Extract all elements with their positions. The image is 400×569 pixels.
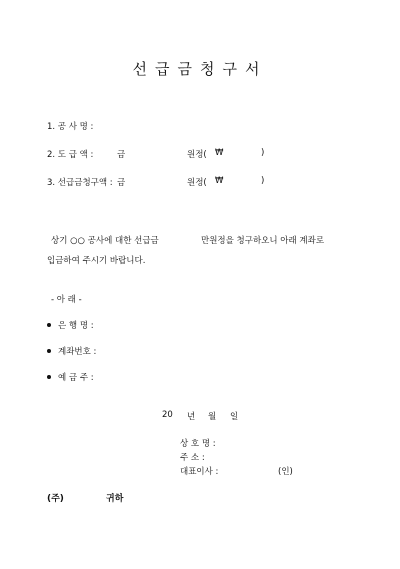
request-paragraph: [47, 231, 357, 271]
ceo-label: 대표이사 :: [180, 467, 219, 477]
item-label: 2. 도 급 액 :: [47, 150, 94, 160]
item-advance-request-amount: [47, 176, 377, 190]
date-year-label: 년: [187, 412, 196, 422]
company-name-label: 상 호 명 :: [180, 439, 216, 449]
item-won-symbol: ₩: [215, 176, 224, 186]
address-label: 주 소 :: [180, 453, 205, 463]
account-holder-label: 예 금 주 :: [58, 373, 94, 383]
recipient-honorific: 귀하: [106, 494, 124, 504]
bank-name-field: [47, 319, 94, 331]
seal-mark: (인): [278, 467, 293, 477]
item-project-name: [47, 120, 93, 132]
date-year-prefix: 20: [162, 410, 173, 420]
item-close-paren: ): [261, 148, 265, 158]
item-amount-prefix: 금: [117, 150, 126, 160]
recipient-company: (주): [47, 494, 64, 504]
paragraph-line-2: 입금하여 주시기 바랍니다.: [47, 256, 146, 266]
item-label: 1. 공 사 명 :: [47, 122, 94, 132]
item-contract-amount: [47, 148, 377, 162]
date-month-label: 월: [208, 412, 217, 422]
item-won-label: 원정(: [187, 150, 207, 160]
paragraph-text-a: 상기 ○○ 공사에 대한 선급금: [51, 236, 159, 246]
item-label: 3. 선급금청구액 :: [47, 178, 113, 188]
paragraph-line-1: [47, 231, 357, 251]
bank-name-label: 은 행 명 :: [58, 321, 94, 331]
below-heading: - 아 래 -: [51, 295, 82, 305]
item-amount-prefix: 금: [117, 178, 126, 188]
document-title: 선급금청구서: [132, 60, 268, 78]
bullet-icon: [47, 375, 51, 379]
bullet-icon: [47, 349, 51, 353]
item-won-symbol: ₩: [215, 148, 224, 158]
bullet-icon: [47, 323, 51, 327]
account-holder-field: [47, 371, 94, 383]
item-won-label: 원정(: [187, 178, 207, 188]
date-line: [0, 410, 400, 424]
account-number-label: 계좌번호 :: [58, 347, 97, 357]
account-number-field: [47, 345, 96, 357]
item-close-paren: ): [261, 176, 265, 186]
paragraph-text-b: 만원정을 청구하오니 아래 계좌로: [201, 236, 325, 246]
date-day-label: 일: [230, 412, 239, 422]
